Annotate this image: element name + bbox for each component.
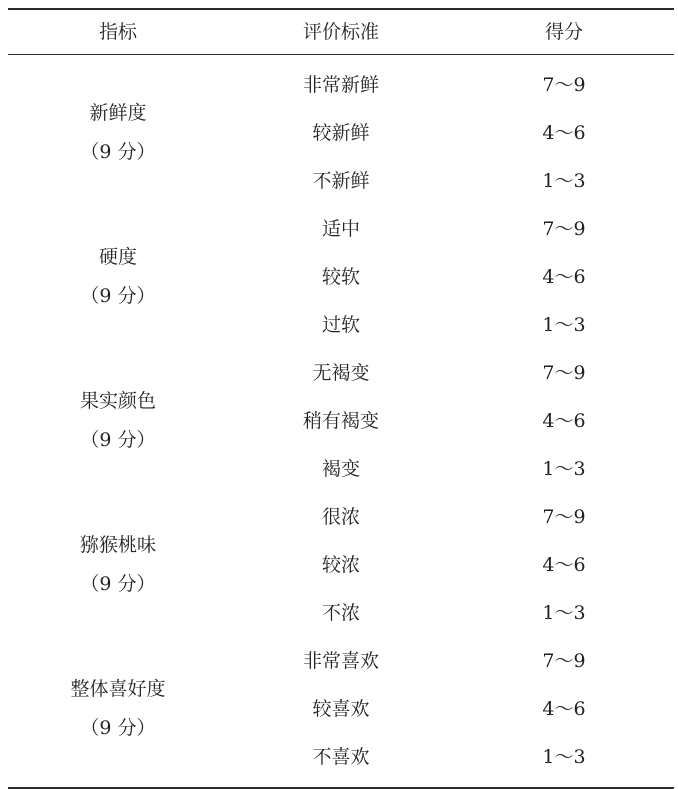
indicator-max-score: （9 分） (80, 141, 156, 163)
criterion-cell: 较新鲜 (312, 121, 370, 144)
table-row (228, 733, 674, 781)
table-row (228, 253, 674, 301)
score-cell: 4～6 (542, 121, 586, 144)
indicator-max-score: （9 分） (80, 285, 156, 307)
criterion-cell: 褐变 (321, 457, 360, 480)
table-row (228, 397, 674, 445)
table-body (8, 55, 674, 787)
indicator-max-score: （9 分） (80, 573, 156, 595)
score-cell: 7～9 (542, 361, 586, 384)
criterion-cell: 过软 (321, 313, 360, 336)
score-cell: 7～9 (542, 649, 586, 672)
score-cell: 7～9 (542, 73, 586, 96)
group-label (8, 493, 228, 637)
group-rows (228, 205, 674, 349)
indicator-max-score: （9 分） (80, 429, 156, 451)
header-criteria: 评价标准 (302, 20, 379, 43)
score-cell: 4～6 (542, 697, 586, 720)
table-row (228, 301, 674, 349)
table-row (228, 493, 674, 541)
table-row (228, 541, 674, 589)
group-label (8, 637, 228, 781)
score-cell: 4～6 (542, 409, 586, 432)
score-cell: 1～3 (542, 601, 586, 624)
score-cell: 1～3 (542, 457, 586, 480)
criterion-cell: 很浓 (321, 505, 360, 528)
score-cell: 1～3 (542, 169, 586, 192)
criterion-cell: 无褐变 (312, 361, 370, 384)
group-label (8, 205, 228, 349)
group-rows (228, 349, 674, 493)
table-group (8, 493, 674, 637)
group-rows (228, 493, 674, 637)
criterion-cell: 较喜欢 (312, 697, 370, 720)
table-row (228, 109, 674, 157)
score-cell: 1～3 (542, 745, 586, 768)
indicator-name: 整体喜好度 (70, 678, 166, 700)
criterion-cell: 非常喜欢 (302, 649, 379, 672)
table-row (228, 637, 674, 685)
criterion-cell: 非常新鲜 (302, 73, 379, 96)
table-header-row (8, 10, 674, 54)
group-rows (228, 61, 674, 205)
score-cell: 7～9 (542, 217, 586, 240)
criterion-cell: 不新鲜 (312, 169, 370, 192)
criterion-cell: 适中 (321, 217, 360, 240)
table-row (228, 205, 674, 253)
table-group (8, 637, 674, 781)
indicator-name: 猕猴桃味 (79, 534, 156, 556)
group-rows (228, 637, 674, 781)
table-row (228, 157, 674, 205)
criterion-cell: 较软 (321, 265, 360, 288)
score-cell: 4～6 (542, 553, 586, 576)
score-cell: 1～3 (542, 313, 586, 336)
criterion-cell: 不浓 (321, 601, 360, 624)
group-label (8, 349, 228, 493)
score-cell: 4～6 (542, 265, 586, 288)
table-row (228, 349, 674, 397)
table-group (8, 349, 674, 493)
header-score: 得分 (544, 20, 583, 43)
scoring-table (8, 8, 674, 789)
table-group (8, 61, 674, 205)
table-group (8, 205, 674, 349)
indicator-name: 新鲜度 (89, 102, 147, 124)
table-row (228, 685, 674, 733)
criterion-cell: 不喜欢 (312, 745, 370, 768)
score-cell: 7～9 (542, 505, 586, 528)
table-row (228, 61, 674, 109)
table-row (228, 445, 674, 493)
indicator-max-score: （9 分） (80, 717, 156, 739)
indicator-name: 果实颜色 (79, 390, 156, 412)
criterion-cell: 较浓 (321, 553, 360, 576)
indicator-name: 硬度 (98, 246, 137, 268)
table-row (228, 589, 674, 637)
criterion-cell: 稍有褐变 (302, 409, 379, 432)
group-label (8, 61, 228, 205)
header-indicator: 指标 (98, 20, 137, 43)
